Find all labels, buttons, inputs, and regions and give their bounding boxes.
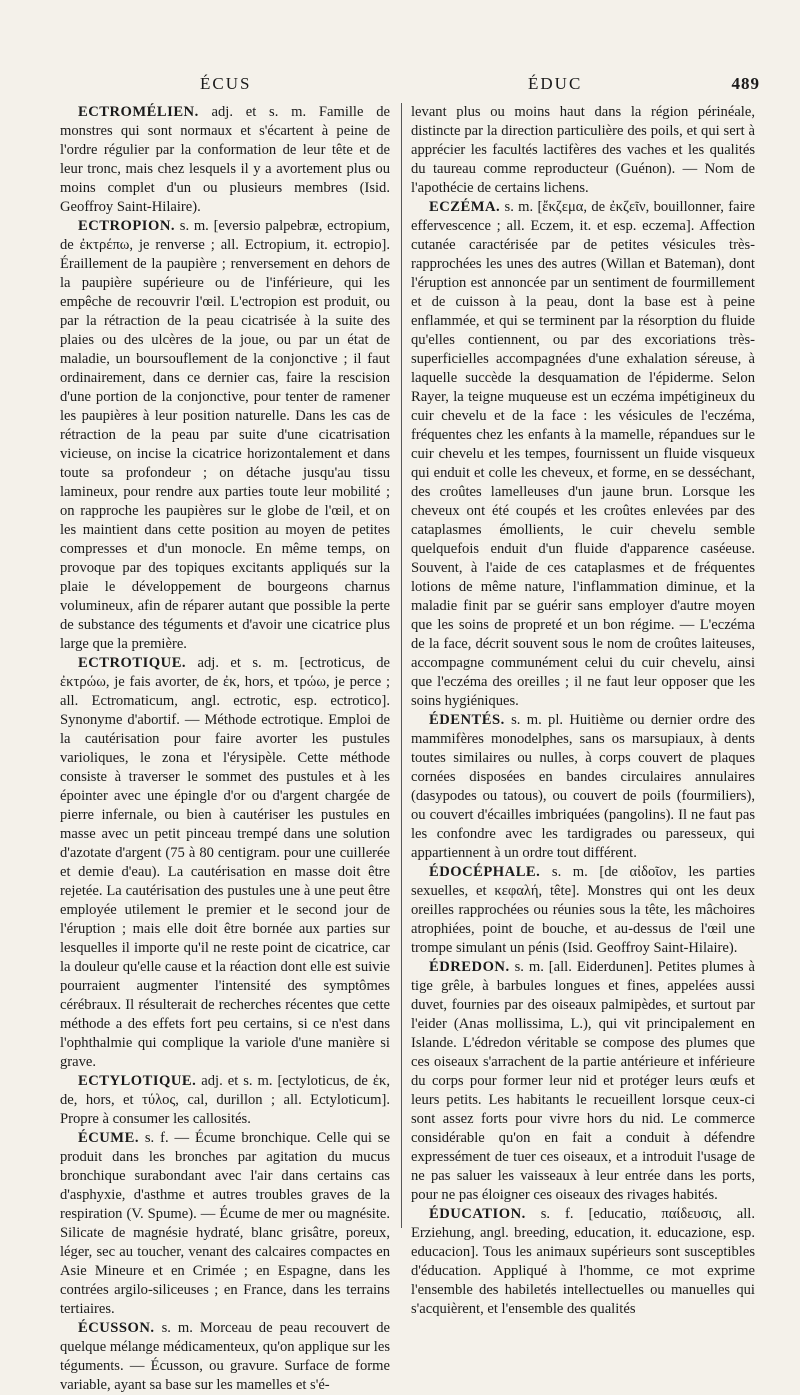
entry-text: s. m. Morceau de peau recouvert de quelque mélange médicamenteux, qu'on applique sur les téguments. — Écusson, ou gravure. Surface de forme variable, ayant sa base sur les mamelles et s'é-: [60, 1320, 390, 1393]
entry-text: s. m. pl. Huitième ou dernier ordre des mammifères monodelphes, sans os marsupiaux, à dents toutes similaires ou nulles, à corps couvert de plaques cornées disposées en bandes circulaires annulaires (dasypodes ou tatous), ou couvert de poils (fourmiliers), ou couvert d'écailles imbriquées (pangolins). Il ne faut pas les confondre avec les tardigrades ou paresseux, qui appartiennent à un ordre tout différent.: [411, 712, 755, 861]
entry-text: adj. et s. m. [ectroticus, de ἐκτρώω, je fais avorter, de ἐκ, hors, et τρώω, je perce ; all. Ectromaticum, angl. ectrotic, esp. ectrotico]. Synonyme d'abortif. — Méthode ectrotique. Emploi de la cautérisation pour faire avorter les pustules varioliques, le zona et l'érysipèle. Cette méthode consiste à traverser le sommet des pustules et à les épointer avec une épingle d'or ou d'argent chargée de pierre infernale, ou bien à cautériser les pustules en masse avec un petit pinceau trempé dans une solution d'azotate d'argent (75 à 80 centigram. pour une cuillerée et demie d'eau). La cautérisation en masse doit être rejetée. La cautérisation des pustules une à une peut être employée utilement le premier et le second jour de l'éruption ; mais elle doit être bornée aux parties sur lesquelles il importe qu'il ne reste point de cicatrice, car la douleur qu'elle cause et la réaction dont elle est suivie pourraient augmenter l'intensité des symptômes cérébraux. Il résulterait de recherches récentes que cette méthode a des effets fort peu certains, si ce n'est dans l'ophthalmie qui complique la variole d'une manière si grave.: [60, 655, 390, 1070]
entry: [411, 863, 755, 958]
entry-headword: ECZÉMA.: [429, 199, 501, 215]
entry-headword: ÉDREDON.: [429, 959, 510, 975]
entry: [60, 1319, 390, 1395]
entry-headword: ÉDENTÉS.: [429, 712, 505, 728]
left-column: [60, 103, 390, 1395]
entry: [411, 711, 755, 863]
entry-text: s. m. [ἔκζεμα, de ἐκζεῖν, bouillonner, faire effervescence ; all. Eczem, it. et esp. eczema]. Affection cutanée caractérisée par de petites vésicules très-rapprochées les unes des autres (Willan et Bateman), dont l'éruption est annoncée par un sentiment de fourmillement et de cuisson à la peau, dont la base est à peine enflammée, et qui se terminent par la résorption du fluide qu'elles contiennent, ou par des excoriations très-superficielles accompagnées d'une exhalation séreuse, à laquelle succède la desquamation de l'épiderme. Selon Rayer, la teigne muqueuse est un eczéma impétigineux du cuir chevelu et de la face : les vésicules de l'eczéma, fréquentes chez les enfants à la mamelle, répandues sur le cuir chevelu et les tempes, fournissent un fluide visqueux qui enduit et colle les cheveux, et forme, en se desséchant, des croûtes lamelleuses d'un jaune brun. Lorsque les cheveux ont été coupés et les croûtes enlevées par des cataplasmes émollients, le cuir chevelu semble quelquefois enduit d'un fluide d'apparence caséeuse. Souvent, à l'aide de ces cataplasmes et de fréquentes lotions de même nature, l'inflammation diminue, et la maladie finit par se guérir sans employer d'autre moyen que les soins de propreté et un bon régime. — L'eczéma de la face, décrit souvent sous le nom de croûtes laiteuses, accompagne communément celui du cuir chevelu, ainsi que l'eczéma des oreilles ; il ne faut leur opposer que les soins hygiéniques.: [411, 199, 755, 709]
entry: [411, 1205, 755, 1319]
entry-headword: ECTROPION.: [78, 218, 176, 234]
entry: [411, 198, 755, 711]
column-divider: [401, 103, 402, 1228]
entry: [60, 217, 390, 654]
page-number: 489: [731, 74, 760, 93]
entry-text: adj. et s. m. Famille de monstres qui sont normaux et s'écartent à peine de l'ordre régulier par la conformation de leur tête et de leur tronc, mais chez lesquels il y a avortement plus ou moins complet d'un ou plusieurs membres (Isid. Geoffroy Saint-Hilaire).: [60, 104, 390, 215]
entry-text: levant plus ou moins haut dans la région périnéale, distincte par la direction particulière des poils, et qui sert à apprécier les facultés lactifères des vaches et les qualités du taureau comme reproducteur (Guénon). — Nom de l'apothécie de certains lichens.: [411, 104, 755, 196]
entry: [60, 1129, 390, 1319]
header-left-guideword: ÉCUS: [200, 74, 252, 93]
entry: [60, 654, 390, 1072]
entry-headword: ECTROMÉLIEN.: [78, 104, 199, 120]
entry-text: s. m. [eversio palpebræ, ectropium, de ἐκτρέπω, je renverse ; all. Ectropium, it. ectropio]. Éraillement de la paupière ; renversement en dehors de la paupière supérieure ou de l'inférieure, qui les empêche de recouvrir l'œil. L'ectropion est produit, ou par la rétraction de la peau cicatrisée à la suite des plaies ou des ulcères de la joue, ou par un état de maladie, un boursouflement de la conjonctive ; il faut ordinairement, dans ce dernier cas, faire la rescision d'une portion de la conjonctive, pour tenter de ramener les paupières à leur position naturelle. Dans les cas de rétraction de la peau par suite d'une cicatrisation vicieuse, on incise la cicatrice horizontalement et dans toute sa profondeur ; on détache jusqu'au tissu lamineux, pour rendre aux parties toute leur mobilité ; on rapproche les paupières sur le globe de l'œil, et on les maintient dans cette position au moyen de petites compresses et d'un monocle. En même temps, on provoque par des topiques excitants appliqués sur la plaie le développement de bourgeons charnus volumineux, afin de réparer autant que possible la perte de substance des téguments et d'avoir une cicatrice plus large que la première.: [60, 218, 390, 652]
entry-headword: ÉCUME.: [78, 1130, 139, 1146]
entry-text: s. f. [educatio, παίδευσις, all. Erziehung, angl. breeding, education, it. educazione, esp. educacion]. Tous les animaux supérieurs sont susceptibles d'éducation. Appliqué à l'homme, ce mot exprime l'ensemble des habiletés intellectuelles ou manuelles qui s'acquièrent, et l'ensemble des qualités: [411, 1206, 755, 1317]
header-center-guideword: ÉDUC: [528, 74, 583, 93]
entry-headword: ECTYLOTIQUE.: [78, 1073, 197, 1089]
entry: [60, 1072, 390, 1129]
entry: [411, 958, 755, 1205]
entry-text: s. m. [all. Eiderdunen]. Petites plumes à tige grêle, à barbules longues et fines, appelées aussi duvet, fournies par des oiseaux palmipèdes, et surtout par l'eider (Anas mollissima, L.), qui vit principalement en Islande. L'édredon véritable se compose des plumes que ces oiseaux s'arrachent de la partie antérieure et inférieure du corps pour former leur nid et protéger leurs œufs et leurs petits. Les habitants le recueillent lorsque ceux-ci sont assez forts pour vivre hors du nid. Le commerce considérable qu'on en fait a conduit à défendre expressément de tuer ces oiseaux, et a introduit l'usage de ne pas saluer les vaisseaux à leur entrée dans les ports, pour ne pas éloigner ces oiseaux des rivages habités.: [411, 959, 755, 1203]
entry-text: s. f. — Écume bronchique. Celle qui se produit dans les bronches par agitation du mucus bronchique surabondant avec l'air dans certains cas d'asphyxie, d'asthme et autres troubles graves de la respiration (V. Spume). — Écume de mer ou magnésite. Silicate de magnésie hydraté, blanc grisâtre, poreux, léger, sec au toucher, venant des calcaires compactes en Asie Mineure et en Crimée ; en Espagne, dans les contrées argilo-siliceuses ; en France, dans les terrains tertiaires.: [60, 1130, 390, 1317]
entry-text: s. m. [de αἰδοῖον, les parties sexuelles, et κεφαλή, tête]. Monstres qui ont les deux oreilles rapprochées ou réunies sous la tête, les mâchoires atrophiées, point de bouche, et au-dessus de l'œil une trompe simulant un pénis (Isid. Geoffroy Saint-Hilaire).: [411, 864, 755, 956]
entry-headword: ÉDOCÉPHALE.: [429, 864, 541, 880]
running-header: [60, 74, 760, 98]
entry-continuation: [411, 103, 755, 198]
entry-text: adj. et s. m. [ectyloticus, de ἐκ, de, hors, et τύλος, cal, durillon ; all. Ectyloticum]. Propre à consumer les callosités.: [60, 1073, 390, 1127]
entry-headword: ÉCUSSON.: [78, 1320, 155, 1336]
entry-headword: ECTROTIQUE.: [78, 655, 187, 671]
entry: [60, 103, 390, 217]
entry-headword: ÉDUCATION.: [429, 1206, 526, 1222]
right-column: [411, 103, 755, 1319]
